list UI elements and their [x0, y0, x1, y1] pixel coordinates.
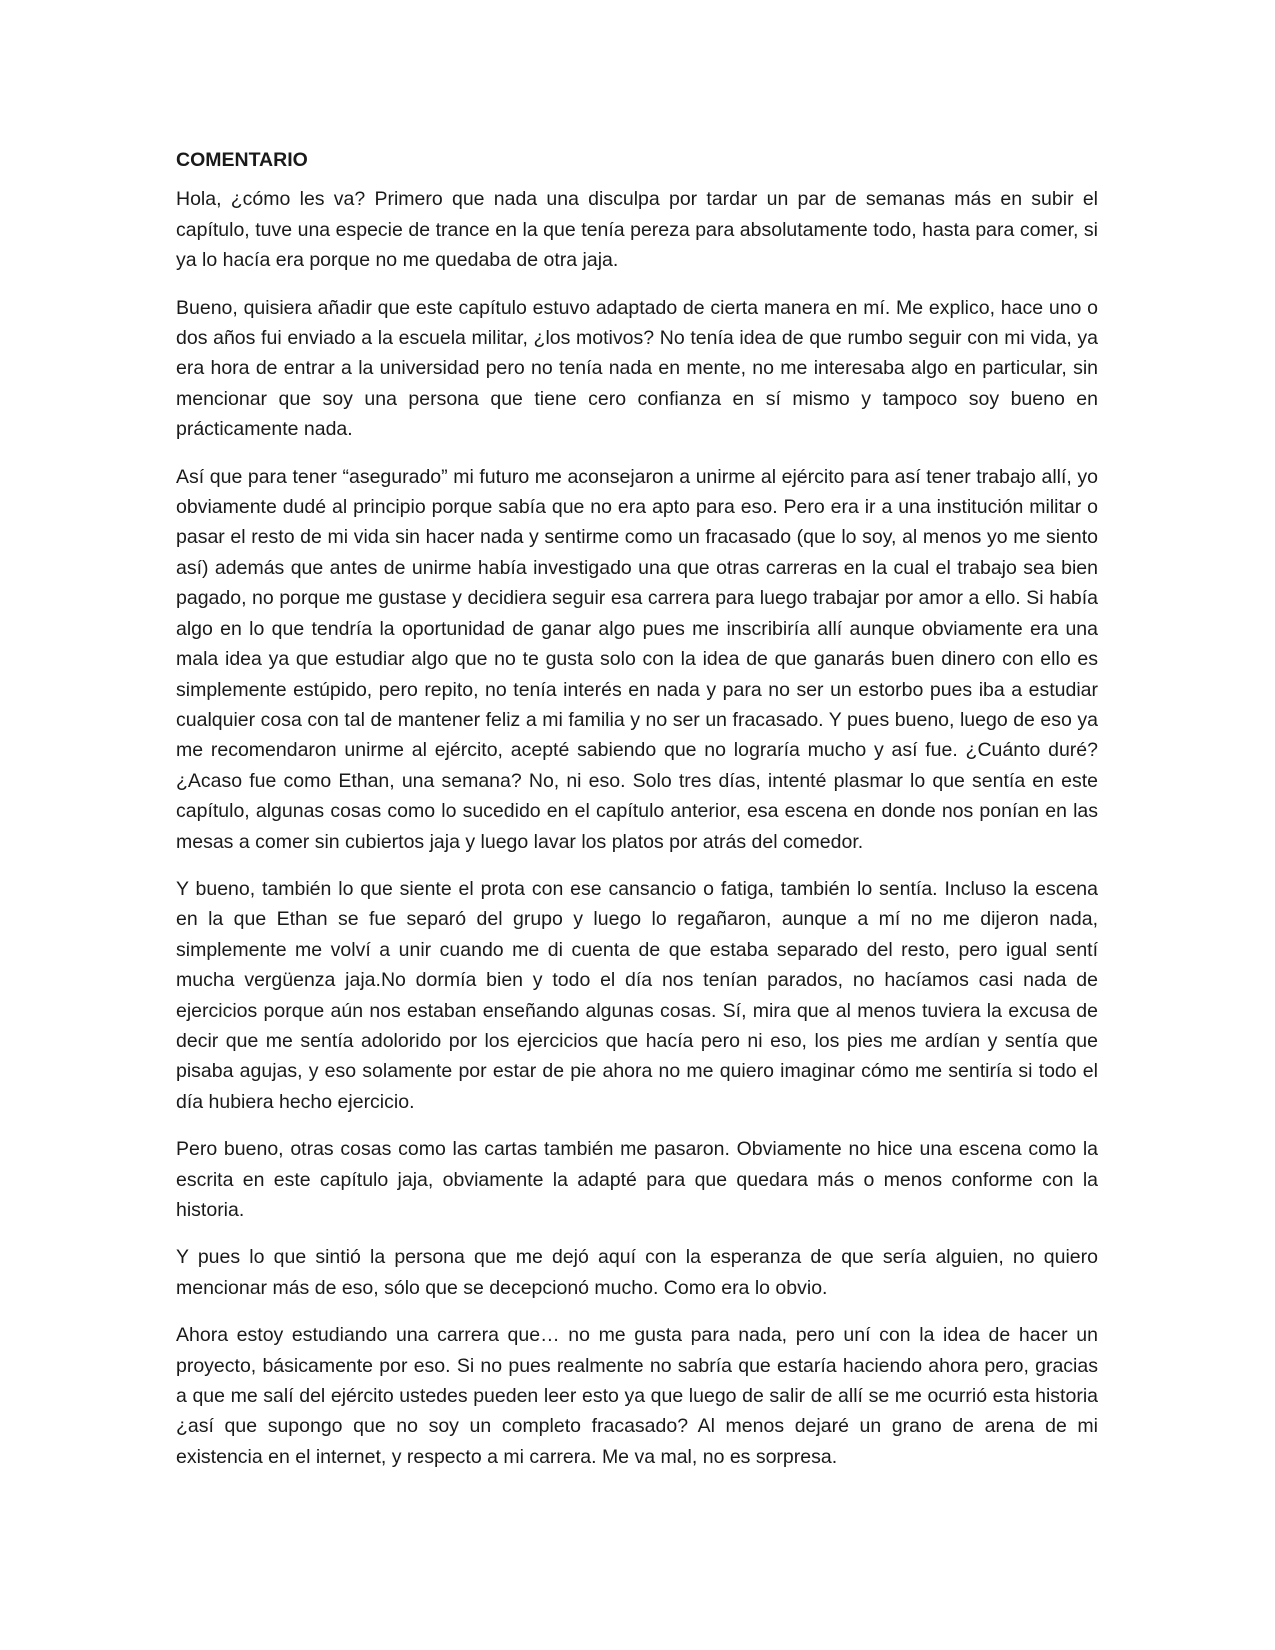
paragraph-2: Bueno, quisiera añadir que este capítulo estuvo adaptado de cierta manera en mí. Me explico, hace uno o dos años fui enviado a la escuela militar, ¿los motivos? No tenía idea de que rumbo seguir con mi vida, ya era hora de entrar a la universidad pero no tenía nada en mente, no me interesaba algo en particular, sin mencionar que soy una persona que tiene cero confianza en sí mismo y tampoco soy bueno en prácticamente nada.: [176, 296, 1098, 441]
paragraph-6: Y pues lo que sintió la persona que me dejó aquí con la esperanza de que sería alguien, no quiero mencionar más de eso, sólo que se decepcionó mucho. Como era lo obvio.: [176, 1246, 1098, 1299]
paragraph-1: Hola, ¿cómo les va? Primero que nada una disculpa por tardar un par de semanas más en subir el capítulo, tuve una especie de trance en la que tenía pereza para absolutamente todo, hasta para comer, si ya lo hacía era porque no me quedaba de otra jaja.: [176, 188, 1098, 272]
paragraph-3: Así que para tener “asegurado” mi futuro me aconsejaron a unirme al ejército para así tener trabajo allí, yo obviamente dudé al principio porque sabía que no era apto para eso. Pero era ir a una institución militar o pasar el resto de mi vida sin hacer nada y sentirme como un fracasado (que lo soy, al menos yo me siento así) además que antes de unirme había investigado una que otras carreras en la cual el trabajo sea bien pagado, no porque me gustase y decidiera seguir esa carrera para luego trabajar por amor a ello. Si había algo en lo que tendría la oportunidad de ganar algo pues me inscribiría allí aunque obviamente era una mala idea ya que estudiar algo que no te gusta solo con la idea de que ganarás buen dinero con ello es simplemente estúpido, pero repito, no tenía interés en nada y para no ser un estorbo pues iba a estudiar cualquier cosa con tal de mantener feliz a mi familia y no ser un fracasado. Y pues bueno, luego de eso ya me recomendaron unirme al ejército, acepté sabiendo que no lograría mucho y así fue. ¿Cuánto duré? ¿Acaso fue como Ethan, una semana? No, ni eso. Solo tres días, intenté plasmar lo que sentía en este capítulo, algunas cosas como lo sucedido en el capítulo anterior, esa escena en donde nos ponían en las mesas a comer sin cubiertos jaja y luego lavar los platos por atrás del comedor.: [176, 465, 1098, 853]
document-body: [176, 145, 1098, 1489]
paragraph-5: Pero bueno, otras cosas como las cartas también me pasaron. Obviamente no hice una escena como la escrita en este capítulo jaja, obviamente la adapté para que quedara más o menos conforme con la historia.: [176, 1138, 1098, 1221]
paragraph-4: Y bueno, también lo que siente el prota con ese cansancio o fatiga, también lo sentía. Incluso la escena en la que Ethan se fue separó del grupo y luego lo regañaron, aunque a mí no me dijeron nada, simplemente me volví a unir cuando me di cuenta de que estaba separado del resto, pero igual sentí mucha vergüenza jaja.No dormía bien y todo el día nos tenían parados, no hacíamos casi nada de ejercicios porque aún nos estaban enseñando algunas cosas. Sí, mira que al menos tuviera la excusa de decir que me sentía adolorido por los ejercicios que hacía pero ni eso, los pies me ardían y sentía que pisaba agujas, y eso solamente por estar de pie ahora no me quiero imaginar cómo me sentiría si todo el día hubiera hecho ejercicio.: [176, 877, 1098, 1113]
paragraph-7: Ahora estoy estudiando una carrera que… no me gusta para nada, pero uní con la idea de hacer un proyecto, básicamente por eso. Si no pues realmente no sabría que estaría haciendo ahora pero, gracias a que me salí del ejército ustedes pueden leer esto ya que luego de salir de allí se me ocurrió esta historia ¿así que supongo que no soy un completo fracasado? Al menos dejaré un grano de arena de mi existencia en el internet, y respecto a mi carrera. Me va mal, no es sorpresa.: [176, 1324, 1098, 1468]
document-heading: COMENTARIO: [176, 149, 308, 171]
